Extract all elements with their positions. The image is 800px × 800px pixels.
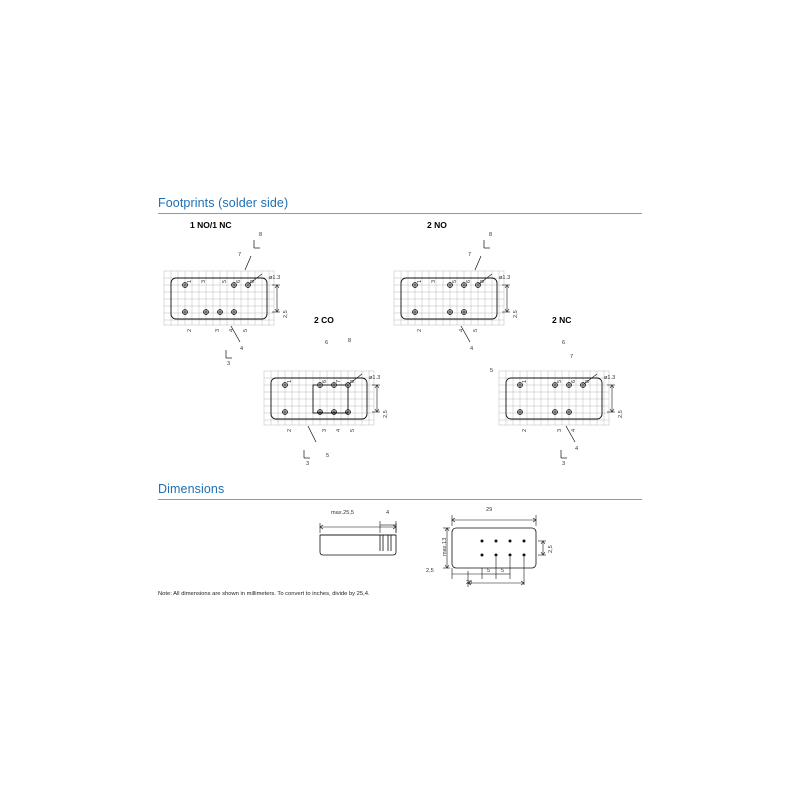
callout-2nc-3: 3 [562, 461, 566, 467]
dim-top-pitch-right-label: 2,5 [548, 545, 554, 553]
pitch-label-1no1nc: 2,5 [283, 310, 289, 318]
callout-1no1nc-8: 8 [259, 232, 263, 238]
pin-1no1nc-t1: 1 [187, 279, 193, 283]
callout-2co-5: 5 [326, 453, 330, 459]
pitch-label-2no: 2,5 [513, 310, 519, 318]
callout-2co-8: 8 [348, 338, 352, 344]
pin-1no1nc-t5: 5 [222, 279, 228, 283]
pin-2no-t6: 6 [466, 279, 472, 283]
pin-2nc-b2: 2 [522, 428, 528, 432]
pin-2co-t8: 8 [350, 379, 356, 383]
pin-2no-b5: 5 [473, 328, 479, 332]
units-note: Note: All dimensions are shown in millimeters. To convert to inches, divide by 25,4. [158, 591, 370, 597]
pin-2co-b2: 2 [287, 428, 293, 432]
hole-diameter-label-2no: ø1.3 [499, 275, 511, 281]
hole-diameter-label-2nc: ø1.3 [604, 375, 616, 381]
footprint-title-1no1nc: 1 NO/1 NC [190, 220, 232, 230]
pin-2co-t6: 6 [322, 379, 328, 383]
callout-2no-8: 8 [489, 232, 493, 238]
pin-2no-t1: 1 [417, 279, 423, 283]
pin-2no-b2: 2 [417, 328, 423, 332]
footprint-title-2no: 2 NO [427, 220, 447, 230]
pin-2no-t5: 5 [452, 279, 458, 283]
pin-2co-t1: 1 [287, 379, 293, 383]
callout-2co-6: 6 [325, 340, 329, 346]
dim-top-left-label: 2,5 [426, 568, 434, 574]
dim-side-pin-label: 4 [386, 510, 390, 516]
pin-2no-t3: 3 [431, 279, 437, 283]
pin-1no1nc-b3: 3 [215, 328, 221, 332]
section-title-footprints: Footprints (solder side) [158, 196, 289, 210]
pin-1no1nc-t8: 8 [250, 279, 256, 283]
pitch-label-2nc: 2,5 [618, 410, 624, 418]
pin-2nc-t8: 8 [585, 379, 591, 383]
pin-2no-b4: 4 [459, 328, 465, 332]
pin-2nc-t5: 5 [557, 379, 563, 383]
callout-2no-4: 4 [470, 346, 474, 352]
callout-2nc-6: 6 [562, 340, 566, 346]
dim-top-width-label: 29 [486, 507, 493, 513]
pin-2co-t7: 7 [336, 379, 342, 383]
pin-1no1nc-b2: 2 [187, 328, 193, 332]
callout-2co-3: 3 [306, 461, 310, 467]
dim-side-width-label: max.25,5 [331, 510, 355, 516]
footprint-title-2nc: 2 NC [552, 315, 572, 325]
callout-2no-7: 7 [468, 252, 472, 258]
pin-2nc-b4: 4 [571, 428, 577, 432]
section-rule-footprints [158, 213, 642, 214]
pin-2co-b5: 5 [350, 428, 356, 432]
callout-2no-5: 5 [490, 368, 494, 374]
pin-1no1nc-t3: 3 [201, 279, 207, 283]
pin-1no1nc-b4: 4 [229, 328, 235, 332]
pin-1no1nc-t6: 6 [236, 279, 242, 283]
dim-top-bottom-label: 20 [466, 580, 473, 586]
callout-2nc-7: 7 [570, 354, 574, 360]
callout-1no1nc-7: 7 [238, 252, 242, 258]
pin-2nc-t6: 6 [571, 379, 577, 383]
callout-1no1nc-3: 3 [227, 361, 231, 367]
footprint-title-2co: 2 CO [314, 315, 334, 325]
dim-top-mid-label: 5 [487, 568, 491, 574]
hole-diameter-label-2co: ø1.3 [369, 375, 381, 381]
pitch-label-2co: 2,5 [383, 410, 389, 418]
section-rule-dimensions [158, 499, 642, 500]
footprint-diagram-2co [250, 330, 400, 475]
pin-2nc-b3: 3 [557, 428, 563, 432]
pin-1no1nc-b5: 5 [243, 328, 249, 332]
callout-1no1nc-4: 4 [240, 346, 244, 352]
footprint-diagram-2nc [485, 330, 635, 475]
pin-2co-b3: 3 [322, 428, 328, 432]
dim-top-mid-label-2: 5 [501, 568, 505, 574]
pin-2no-t8: 8 [480, 279, 486, 283]
hole-diameter-label-1no1nc: ø1.3 [269, 275, 281, 281]
section-title-dimensions: Dimensions [158, 482, 225, 496]
dim-top-height-label: max.13 [442, 537, 448, 556]
pin-2co-b4: 4 [336, 428, 342, 432]
pin-2nc-t1: 1 [522, 379, 528, 383]
callout-2nc-4: 4 [575, 446, 579, 452]
